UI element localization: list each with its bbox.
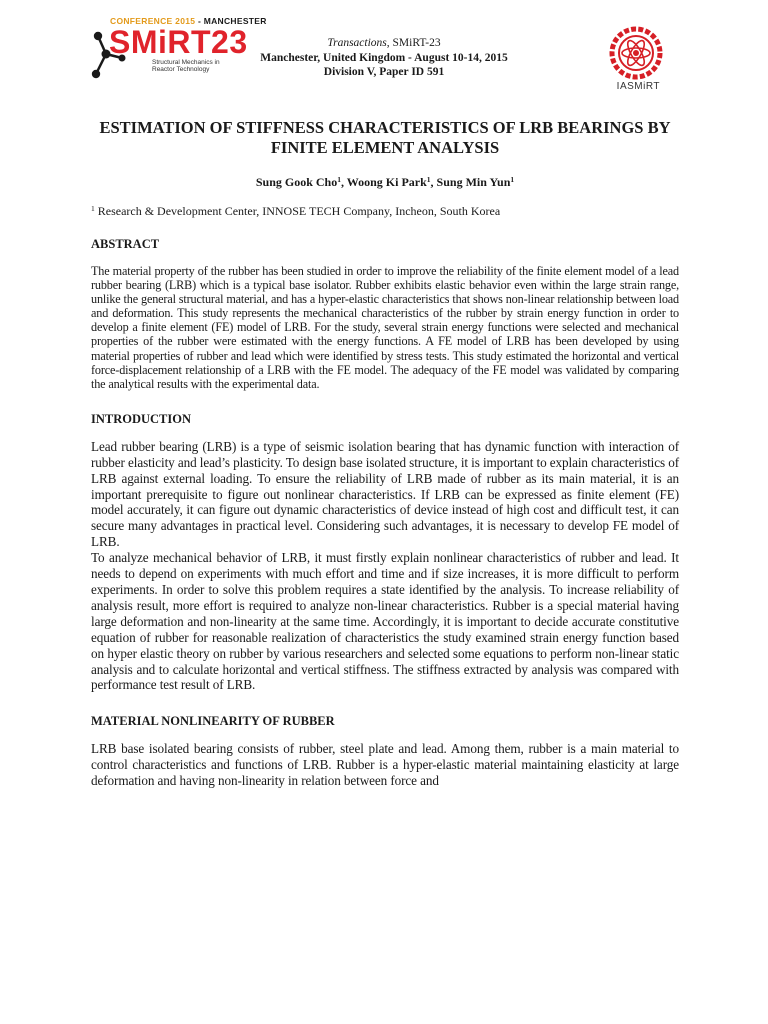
author-affiliation-mark: 1 (510, 175, 515, 184)
transactions-line: Transactions, SMiRT-23 (327, 37, 441, 49)
division-paper-id: Division V, Paper ID 591 (323, 66, 445, 78)
conference-banner: CONFERENCE 2015 - MANCHESTER (110, 16, 267, 26)
transactions-block (200, 36, 568, 80)
authors-line: Sung Gook Cho$^1$, Woong Ki Park$^1$, Sung Min Yun$^1$ (255, 175, 515, 189)
material-paragraph-1: LRB base isolated bearing consists of rubber, steel plate and lead. Among them, rubber is a main material to control characteristics and functions of LRB. Rubber is a hyper-elastic material maintaining elasticity at large deformation and having non-linearity in relation between force and (91, 741, 679, 789)
author-affiliation-mark: 1 (337, 175, 341, 184)
material-heading: MATERIAL NONLINEARITY OF RUBBER (91, 714, 335, 729)
smirt23-subtitle: Structural Mechanics in Reactor Technology (152, 59, 220, 73)
paper-content (91, 118, 679, 789)
paper-title: ESTIMATION OF STIFFNESS CHARACTERISTICS OF LRB BEARINGS BY FINITE ELEMENT ANALYSIS (99, 118, 671, 157)
author-name: Sung Min Yun (436, 175, 511, 189)
introduction-heading: INTRODUCTION (91, 411, 192, 426)
page-header (0, 0, 768, 100)
iasmirt-logo-icon (606, 22, 666, 88)
author-name: Sung Gook Cho (255, 175, 338, 189)
abstract-text: The material property of the rubber has been studied in order to improve the reliability of the finite element model of a lead rubber bearing (LRB) which is a typical base isolator. Rubber exhibits elastic behavior even within the large strain range, unlike the general structural material, and has a hyper-elastic characteristics that shows non-linear relationship between load and deformation. This study represents the mechanical characteristics of the rubber by strain energy function in order to develop a finite element (FE) model of LRB. For the study, several strain energy functions were selected and mechanical properties of the rubber were estimated with the energy functions. A FE model of LRB has been developed by using material properties of rubber and lead which were identified by stress tests. This study estimated the horizontal and vertical force-displacement relationship of a LRB with the FE model. The adequacy of the FE model was validated by comparing the analytical results with the experimental data. (91, 264, 679, 391)
abstract-heading: ABSTRACT (91, 237, 160, 251)
affiliation: $^1$ Research & Development Center, INNOSE TECH Company, Incheon, South Korea (91, 204, 501, 218)
iasmirt-label: IASMiRT (616, 81, 660, 92)
smirt23-wordmark: SMiRT23 (109, 24, 248, 60)
author-affiliation-mark: 1 (426, 175, 431, 184)
conference-location: Manchester, United Kingdom - August 10-14, 2015 (260, 51, 508, 64)
author-name: Woong Ki Park (346, 175, 427, 189)
introduction-paragraph-1: Lead rubber bearing (LRB) is a type of seismic isolation bearing that has dynamic function with interaction of rubber elasticity and lead’s plasticity. To design base isolated structure, it is important to explain characteristics of LRB against external loading. To ensure the reliability of LRB made of rubber as its main material, it is an important prerequisite to figure out nonlinear characteristics. If LRB can be expressed as finite element (FE) model accurately, it can figure out dynamic characteristics of device instead of high cost and difficult test, it can secure many advantages in practical level. Considering such advantages, it is necessary to develop FE model of LRB. (91, 438, 679, 550)
introduction-paragraph-2: To analyze mechanical behavior of LRB, it must firstly explain nonlinear characteristics of rubber and lead. It needs to depend on experiments with much effort and time and if size increases, it is more difficult to perform experiments. In order to solve this problem requires a state identified by the analysis. To increase reliability of analysis result, more effort is required to analyze non-linear characteristics. Rubber is a special material having large deformation and non-linearity at the same time. Accordingly, it is important to decide accurate constitutive equation of rubber for reasonable realization of characteristics the study examined strain energy function based on hyper elastic theory on rubber by various researchers and selected some equations to perform non-linear static analysis and to calculate horizontal and vertical stiffness. The stiffness extracted by analysis was compared with performance test result of LRB. (91, 550, 679, 693)
